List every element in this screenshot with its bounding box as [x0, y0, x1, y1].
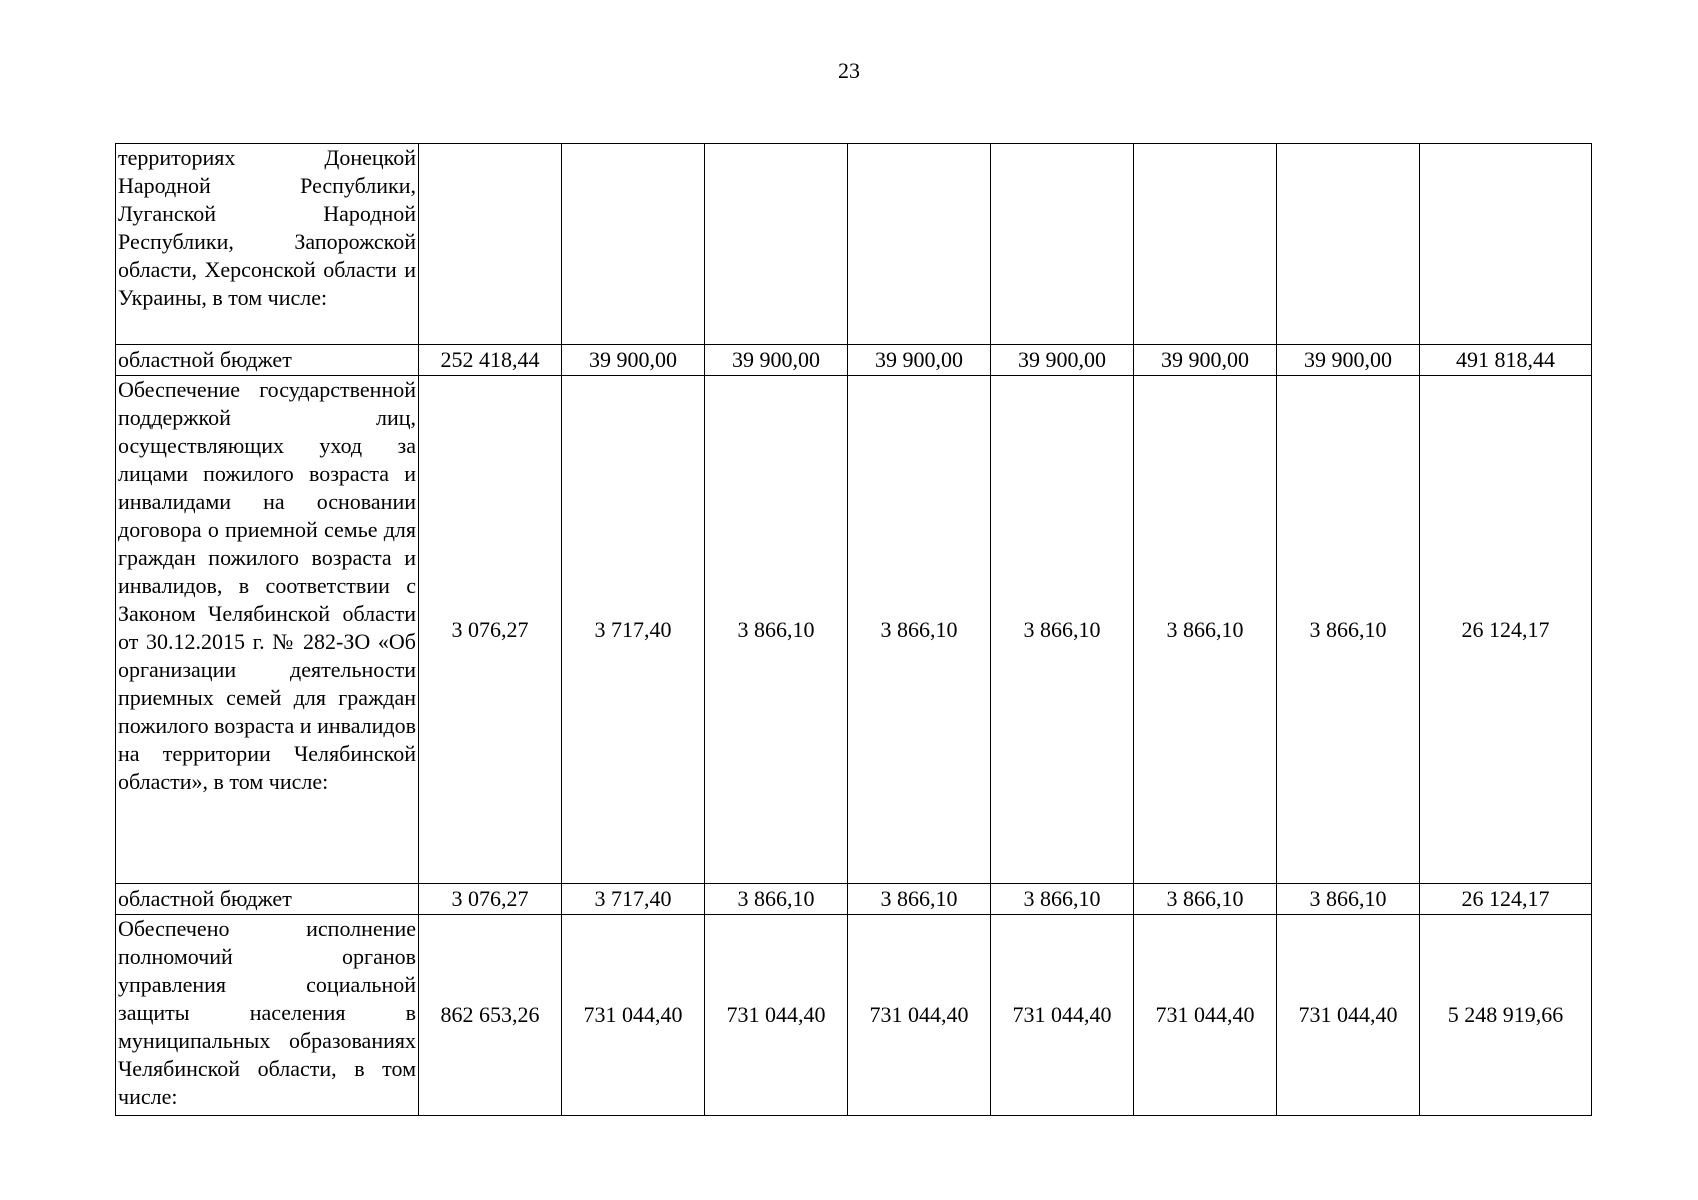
value-cell: 3 866,10 — [705, 884, 848, 915]
total-cell: 491 818,44 — [1420, 345, 1592, 376]
table-row — [116, 376, 1592, 884]
budget-table — [115, 143, 1592, 1116]
row-description: территориях Донецкой Народной Республики, Луганской Народной Республики, Запорожской области, Херсонской области и Украины, в том числе: — [116, 144, 419, 345]
value-cell: 3 076,27 — [419, 884, 562, 915]
value-cell: 3 866,10 — [848, 884, 991, 915]
row-description: областной бюджет — [116, 884, 419, 915]
value-cell: 39 900,00 — [1134, 345, 1277, 376]
value-cell: 3 717,40 — [562, 884, 705, 915]
value-cell: 3 076,27 — [419, 376, 562, 884]
value-cell: 3 866,10 — [848, 376, 991, 884]
table-row — [116, 884, 1592, 915]
value-cell — [562, 144, 705, 345]
value-cell: 731 044,40 — [1277, 915, 1420, 1116]
value-cell: 3 866,10 — [1277, 884, 1420, 915]
value-cell: 731 044,40 — [991, 915, 1134, 1116]
value-cell: 3 866,10 — [705, 376, 848, 884]
value-cell: 731 044,40 — [705, 915, 848, 1116]
value-cell: 252 418,44 — [419, 345, 562, 376]
value-cell: 731 044,40 — [562, 915, 705, 1116]
value-cell — [1134, 144, 1277, 345]
table-row — [116, 345, 1592, 376]
row-description: Обеспечено исполнение полномочий органов управления социальной защиты населения в муниципальных образованиях Челябинской области, в том числе: — [116, 915, 419, 1116]
total-cell — [1420, 144, 1592, 345]
value-cell: 3 866,10 — [991, 884, 1134, 915]
value-cell: 39 900,00 — [991, 345, 1134, 376]
value-cell: 3 866,10 — [991, 376, 1134, 884]
page-number: 23 — [838, 58, 860, 83]
total-cell: 5 248 919,66 — [1420, 915, 1592, 1116]
value-cell: 39 900,00 — [1277, 345, 1420, 376]
total-cell: 26 124,17 — [1420, 376, 1592, 884]
value-cell — [991, 144, 1134, 345]
value-cell: 39 900,00 — [705, 345, 848, 376]
value-cell — [1277, 144, 1420, 345]
table-row — [116, 144, 1592, 345]
value-cell: 731 044,40 — [1134, 915, 1277, 1116]
value-cell: 39 900,00 — [848, 345, 991, 376]
value-cell — [705, 144, 848, 345]
value-cell — [419, 144, 562, 345]
value-cell: 39 900,00 — [562, 345, 705, 376]
value-cell — [848, 144, 991, 345]
total-cell: 26 124,17 — [1420, 884, 1592, 915]
value-cell: 3 717,40 — [562, 376, 705, 884]
row-description: областной бюджет — [116, 345, 419, 376]
value-cell: 731 044,40 — [848, 915, 991, 1116]
value-cell: 862 653,26 — [419, 915, 562, 1116]
value-cell: 3 866,10 — [1134, 376, 1277, 884]
value-cell: 3 866,10 — [1134, 884, 1277, 915]
value-cell: 3 866,10 — [1277, 376, 1420, 884]
row-description: Обеспечение государственной поддержкой лиц, осуществляющих уход за лицами пожилого возраста и инвалидами на основании договора о приемной семье для граждан пожилого возраста и инвалидов, в соответствии с Законом Челябинской области от 30.12.2015 г. № 282-ЗО «Об организации деятельности приемных семей для граждан пожилого возраста и инвалидов на территории Челябинской области», в том числе: — [116, 376, 419, 884]
table-row — [116, 915, 1592, 1116]
